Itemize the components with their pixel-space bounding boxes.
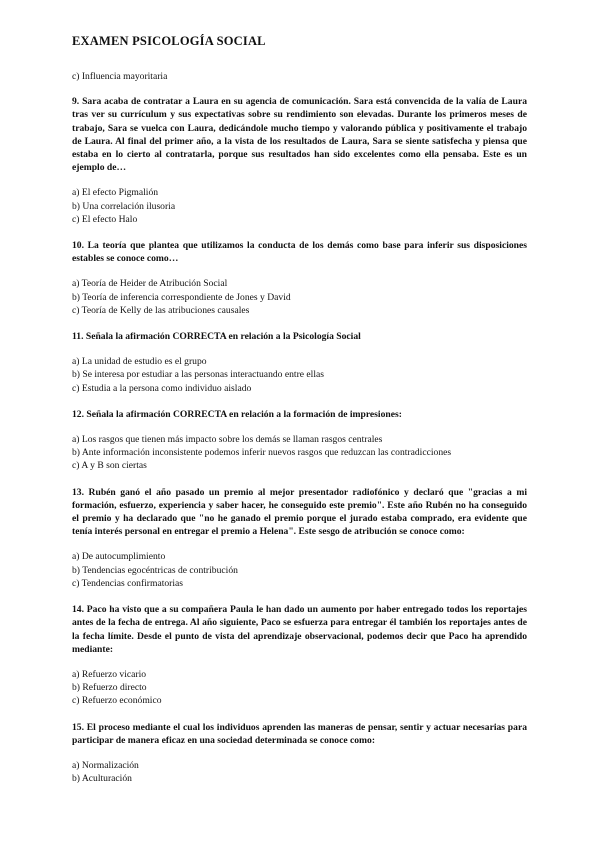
question-text: 9. Sara acaba de contratar a Laura en su agencia de comunicación. Sara está convencida de la valía de Laura tras ver su currículum y sus expectativas sobre su rendimiento son elevadas. Durante los primeros meses de trabajo, Sara se vuelca con Laura, dedicándole mucho tiempo y valorando pública y positivamente el trabajo de Laura. Al final del primer año, a la vista de los resultados de Laura, Sara se siente satisfecha y piensa que estaba en lo cierto al contratarla, porque sus resultados han sido excelentes como ella pensaba. Este es un ejemplo de… — [72, 96, 527, 174]
question-block — [72, 239, 527, 317]
question-text: 14. Paco ha visto que a su compañera Paula le han dado un aumento por haber entregado todos los reportajes antes de la fecha de entrega. Al año siguiente, Paco se esfuerza para entregar él también los reportajes antes de la fecha límite. Desde el punto de vista del aprendizaje observacional, podemos decir que Paco ha aprendido mediante: — [72, 604, 527, 655]
option-item: c) Teoría de Kelly de las atribuciones causales — [72, 304, 250, 316]
question-text: 12. Señala la afirmación CORRECTA en relación a la formación de impresiones: — [72, 408, 402, 420]
option-item: a) Normalización — [72, 759, 139, 771]
question-text: 13. Rubén ganó el año pasado un premio al mejor presentador radiofónico y declaró que "gracias a mi formación, esfuerzo, experiencia y saber hacer, he conseguido este premio". Este año Rubén no ha conseguido el premio y ha declarado que "no he ganado el premio porque el jurado estaba comprado, era evidente que tenía interés personal en entregar el premio a Helena". Este sesgo de atribución se conoce como: — [72, 486, 527, 538]
exam-content — [72, 70, 527, 785]
option-item: c) Influencia mayoritaria — [72, 71, 168, 82]
option-item: b) Refuerzo directo — [72, 682, 147, 694]
option-item: c) Tendencias confirmatorias — [72, 577, 184, 589]
question-block — [72, 721, 527, 786]
option-item: b) Una correlación ilusoria — [72, 200, 176, 212]
option-item: b) Tendencias egocéntricas de contribución — [72, 564, 238, 576]
question-block — [72, 486, 527, 590]
question-text: 11. Señala la afirmación CORRECTA en relación a la Psicología Social — [72, 331, 361, 343]
option-item: b) Ante información inconsistente podemos inferir nuevos rasgos que reduzcan las contradicciones — [72, 447, 452, 459]
option-item: a) Teoría de Heider de Atribución Social — [72, 278, 228, 290]
question-text: 15. El proceso mediante el cual los individuos aprenden las maneras de pensar, sentir y actuar necesarias para participar de manera eficaz en una sociedad determinada se conoce como: — [72, 721, 527, 746]
question-block — [72, 330, 527, 395]
option-item: c) A y B son ciertas — [72, 460, 147, 472]
option-item: a) La unidad de estudio es el grupo — [72, 356, 207, 368]
question-block — [72, 95, 527, 226]
option-item: b) Aculturación — [72, 773, 132, 785]
question-text: 10. La teoría que plantea que utilizamos la conducta de los demás como base para inferir sus disposiciones estables se conoce como… — [72, 240, 527, 265]
option-item: a) De autocumplimiento — [72, 551, 166, 563]
option-item: a) Refuerzo vicario — [72, 668, 147, 680]
option-item: a) El efecto Pigmalión — [72, 187, 159, 199]
option-item: c) Estudia a la persona como individuo aislado — [72, 382, 252, 394]
question-block — [72, 603, 527, 707]
question-block — [72, 408, 527, 473]
option-item: b) Se interesa por estudiar a las personas interactuando entre ellas — [72, 369, 325, 381]
option-item: c) Refuerzo económico — [72, 695, 162, 707]
option-item: b) Teoría de inferencia correspondiente de Jones y David — [72, 291, 291, 303]
option-item: a) Los rasgos que tienen más impacto sobre los demás se llaman rasgos centrales — [72, 434, 383, 446]
option-item: c) El efecto Halo — [72, 213, 138, 225]
page-title: EXAMEN PSICOLOGÍA SOCIAL — [72, 34, 266, 48]
